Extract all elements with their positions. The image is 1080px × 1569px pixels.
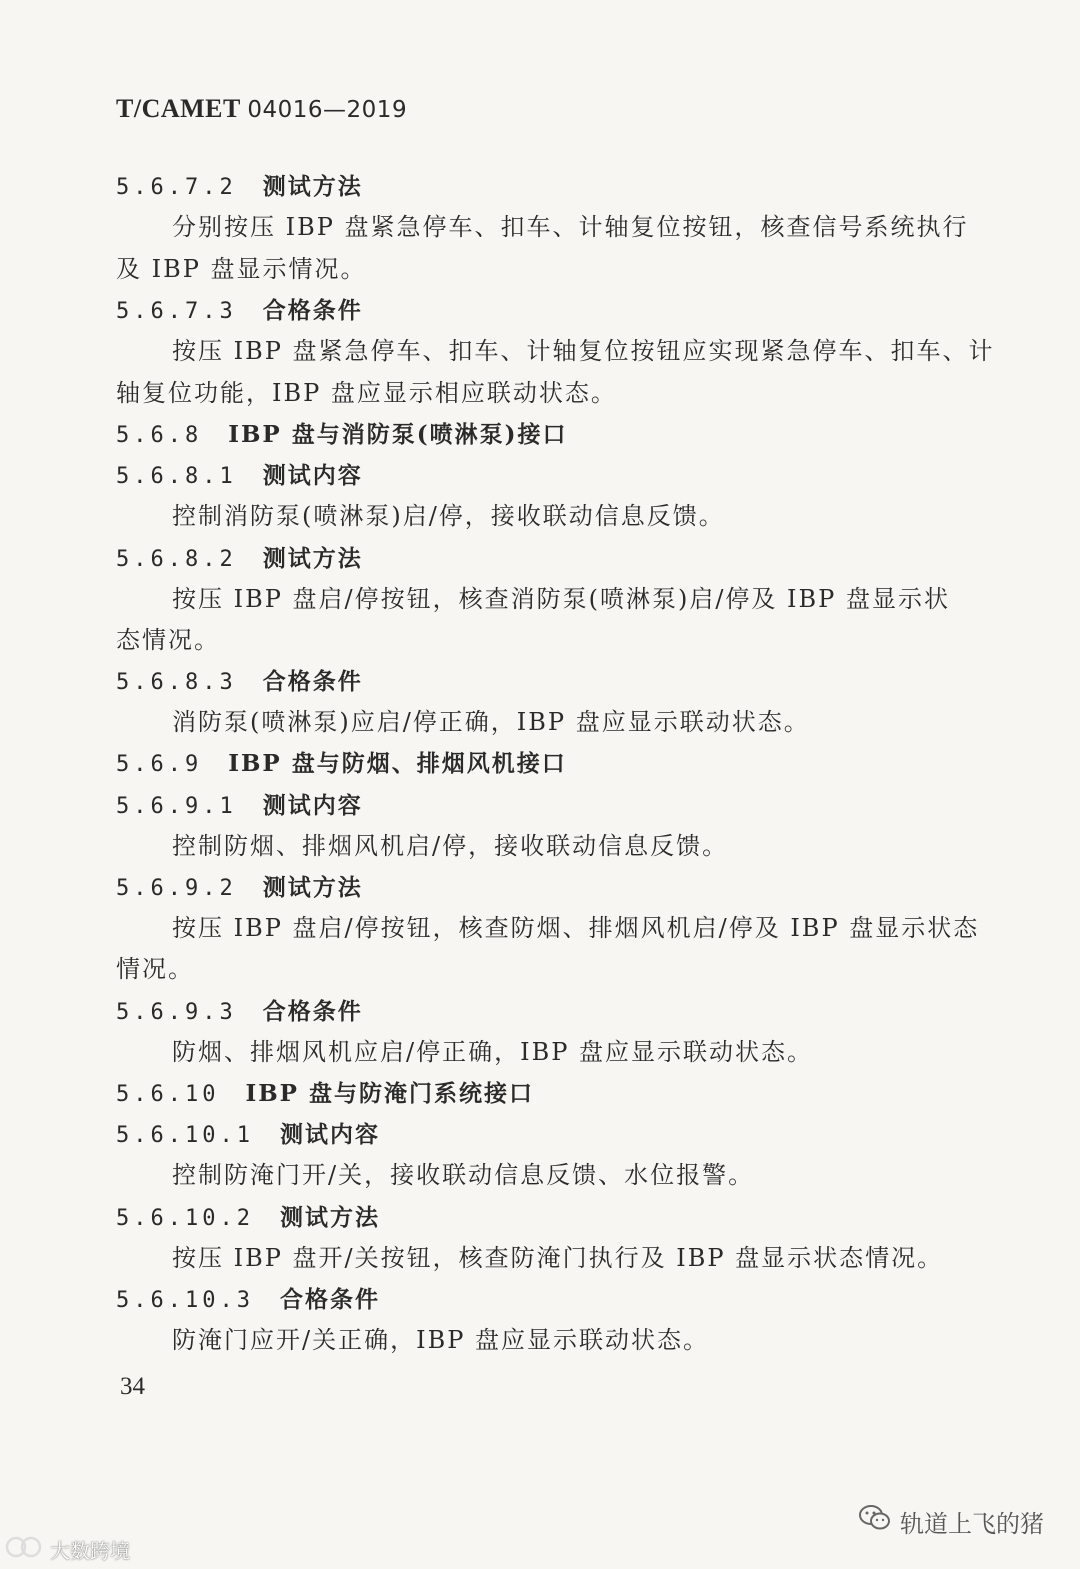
- body-text: 按压 IBP 盘开/关按钮，核查防淹门执行及 IBP 盘显示状态情况。: [172, 1244, 944, 1272]
- section-heading: [116, 418, 568, 452]
- section-title: 测试内容: [279, 1122, 380, 1148]
- section-number: 5.6.8.3: [116, 670, 237, 695]
- section-number: 5.6.9.2: [116, 876, 237, 901]
- section-heading: [116, 871, 363, 905]
- section-number: 5.6.8.2: [116, 547, 237, 572]
- body-text: 按压 IBP 盘启/停按钮，核查消防泵(喷淋泵)启/停及 IBP 盘显示状: [172, 585, 950, 613]
- section-heading: [116, 747, 567, 781]
- section-title: 测试内容: [262, 463, 363, 489]
- section-number: 5.6.9.1: [116, 794, 237, 819]
- section-heading: [116, 1283, 380, 1317]
- section-title: 测试方法: [262, 546, 363, 572]
- body-text: 消防泵(喷淋泵)应启/停正确，IBP 盘应显示联动状态。: [172, 708, 810, 736]
- section-title: 合格条件: [262, 669, 363, 695]
- body-text: 按压 IBP 盘紧急停车、扣车、计轴复位按钮应实现紧急停车、扣车、计: [172, 337, 995, 365]
- body-text: 态情况。: [116, 626, 220, 654]
- section-title: 测试方法: [279, 1205, 380, 1231]
- section-title: IBP 盘与消防泵(喷淋泵)接口: [228, 421, 568, 448]
- body-text: 轴复位功能，IBP 盘应显示相应联动状态。: [116, 379, 617, 407]
- body-text: 控制防烟、排烟风机启/停，接收联动信息反馈。: [172, 832, 729, 860]
- standard-code: [116, 94, 407, 124]
- section-number: 5.6.8.1: [116, 464, 237, 489]
- wechat-icon: [858, 1503, 892, 1539]
- section-heading: [116, 665, 363, 699]
- page-number: 34: [120, 1373, 145, 1400]
- section-heading: [116, 294, 363, 328]
- watermark-left-text: 大数跨境: [50, 1539, 130, 1563]
- section-number: 5.6.7.2: [116, 175, 237, 200]
- section-title: IBP 盘与防烟、排烟风机接口: [228, 750, 567, 777]
- watermark-left: [4, 1534, 130, 1565]
- section-heading: [116, 170, 363, 204]
- section-number: 5.6.9: [116, 752, 203, 777]
- standard-code-number: 04016—2019: [247, 97, 408, 123]
- section-heading: [116, 1077, 534, 1111]
- section-number: 5.6.10.1: [116, 1123, 254, 1148]
- body-text: 及 IBP 盘显示情况。: [116, 255, 367, 283]
- section-title: 合格条件: [262, 298, 363, 324]
- standard-code-prefix: T/CAMET: [116, 94, 241, 123]
- section-title: IBP 盘与防淹门系统接口: [245, 1080, 534, 1107]
- section-number: 5.6.10: [116, 1082, 220, 1107]
- section-heading: [116, 459, 363, 493]
- section-title: 合格条件: [279, 1287, 380, 1313]
- section-number: 5.6.10.2: [116, 1206, 254, 1231]
- section-heading: [116, 1118, 380, 1152]
- body-text: 分别按压 IBP 盘紧急停车、扣车、计轴复位按钮，核查信号系统执行: [172, 213, 969, 241]
- section-heading: [116, 789, 363, 823]
- watermark-right: [858, 1503, 1044, 1539]
- body-text: 情况。: [116, 955, 194, 983]
- logo-icon: [4, 1534, 44, 1565]
- body-text: 防淹门应开/关正确，IBP 盘应显示联动状态。: [172, 1326, 709, 1354]
- body-text: 控制防淹门开/关，接收联动信息反馈、水位报警。: [172, 1161, 755, 1189]
- section-title: 合格条件: [262, 999, 363, 1025]
- section-heading: [116, 995, 363, 1029]
- section-title: 测试内容: [262, 793, 363, 819]
- section-number: 5.6.10.3: [116, 1288, 254, 1313]
- section-number: 5.6.8: [116, 423, 203, 448]
- section-heading: [116, 542, 363, 576]
- body-text: 按压 IBP 盘启/停按钮，核查防烟、排烟风机启/停及 IBP 盘显示状态: [172, 914, 980, 942]
- body-text: 防烟、排烟风机应启/停正确，IBP 盘应显示联动状态。: [172, 1038, 813, 1066]
- section-title: 测试方法: [262, 174, 363, 200]
- section-number: 5.6.9.3: [116, 1000, 237, 1025]
- watermark-right-text: 轨道上飞的猪: [900, 1509, 1044, 1538]
- section-number: 5.6.7.3: [116, 299, 237, 324]
- body-text: 控制消防泵(喷淋泵)启/停，接收联动信息反馈。: [172, 502, 725, 530]
- section-heading: [116, 1201, 380, 1235]
- section-title: 测试方法: [262, 875, 363, 901]
